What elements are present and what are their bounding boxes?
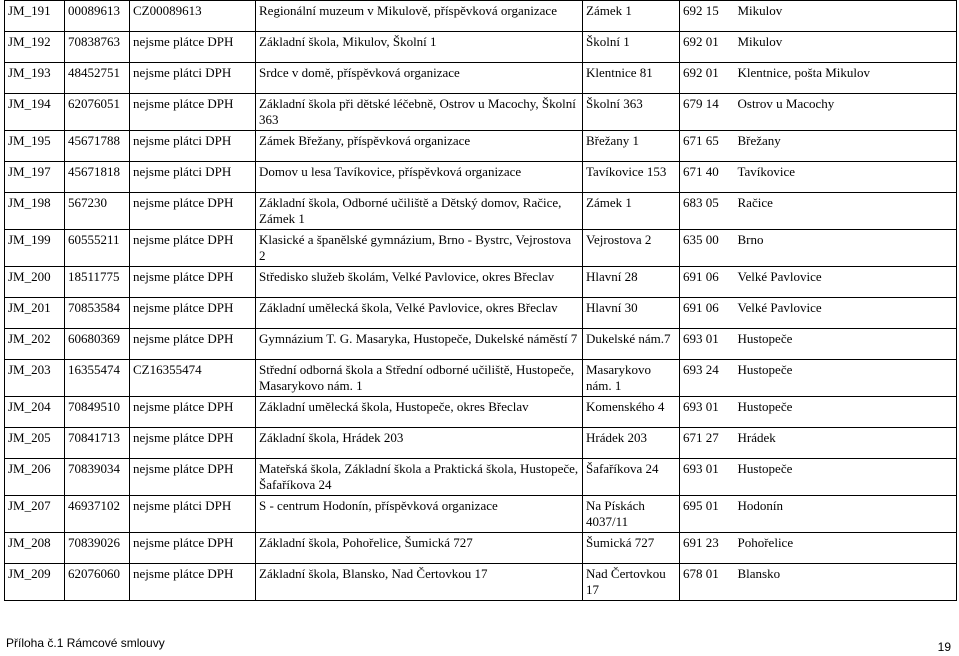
ico-cell: 18511775 (65, 267, 130, 298)
street-cell: Hlavní 28 (583, 267, 680, 298)
organization-name-cell: Základní umělecká škola, Velké Pavlovice, okres Břeclav (256, 298, 583, 329)
row-id: JM_202 (5, 329, 65, 360)
postal-code-cell: 671 65 (680, 131, 735, 162)
city-cell: Velké Pavlovice (735, 267, 957, 298)
ico-cell: 62076060 (65, 564, 130, 601)
postal-code-cell: 678 01 (680, 564, 735, 601)
row-id: JM_195 (5, 131, 65, 162)
organization-name-cell: Středisko služeb školám, Velké Pavlovice, okres Břeclav (256, 267, 583, 298)
street-cell: Na Pískách 4037/11 (583, 496, 680, 533)
row-id: JM_197 (5, 162, 65, 193)
city-cell: Ostrov u Macochy (735, 94, 957, 131)
organizations-table (4, 0, 957, 601)
city-cell: Tavíkovice (735, 162, 957, 193)
row-id: JM_199 (5, 230, 65, 267)
ico-cell: 62076051 (65, 94, 130, 131)
row-id: JM_200 (5, 267, 65, 298)
vat-status-cell: nejsme plátce DPH (130, 459, 256, 496)
postal-code-cell: 692 15 (680, 1, 735, 32)
postal-code-cell: 683 05 (680, 193, 735, 230)
organization-name-cell: Srdce v domě, příspěvková organizace (256, 63, 583, 94)
vat-status-cell: nejsme plátce DPH (130, 298, 256, 329)
row-id: JM_205 (5, 428, 65, 459)
table-row (5, 63, 957, 94)
street-cell: Školní 1 (583, 32, 680, 63)
row-id: JM_193 (5, 63, 65, 94)
city-cell: Hustopeče (735, 397, 957, 428)
postal-code-cell: 691 23 (680, 533, 735, 564)
street-cell: Hlavní 30 (583, 298, 680, 329)
street-cell: Hrádek 203 (583, 428, 680, 459)
ico-cell: 00089613 (65, 1, 130, 32)
city-cell: Blansko (735, 564, 957, 601)
vat-status-cell: nejsme plátci DPH (130, 162, 256, 193)
city-cell: Břežany (735, 131, 957, 162)
row-id: JM_206 (5, 459, 65, 496)
ico-cell: 70849510 (65, 397, 130, 428)
ico-cell: 70839026 (65, 533, 130, 564)
vat-status-cell: nejsme plátce DPH (130, 533, 256, 564)
organization-name-cell: Klasické a španělské gymnázium, Brno - Bystrc, Vejrostova 2 (256, 230, 583, 267)
ico-cell: 70838763 (65, 32, 130, 63)
city-cell: Hustopeče (735, 360, 957, 397)
street-cell: Zámek 1 (583, 1, 680, 32)
table-row (5, 162, 957, 193)
vat-status-cell: nejsme plátce DPH (130, 193, 256, 230)
ico-cell: 60680369 (65, 329, 130, 360)
organization-name-cell: Základní umělecká škola, Hustopeče, okres Břeclav (256, 397, 583, 428)
ico-cell: 45671788 (65, 131, 130, 162)
ico-cell: 45671818 (65, 162, 130, 193)
table-row (5, 193, 957, 230)
table-row (5, 298, 957, 329)
postal-code-cell: 671 40 (680, 162, 735, 193)
table-row (5, 1, 957, 32)
vat-status-cell: nejsme plátce DPH (130, 32, 256, 63)
vat-status-cell: nejsme plátci DPH (130, 63, 256, 94)
organization-name-cell: Gymnázium T. G. Masaryka, Hustopeče, Dukelské náměstí 7 (256, 329, 583, 360)
postal-code-cell: 671 27 (680, 428, 735, 459)
vat-status-cell: nejsme plátce DPH (130, 329, 256, 360)
row-id: JM_209 (5, 564, 65, 601)
vat-status-cell: nejsme plátce DPH (130, 428, 256, 459)
table-row (5, 32, 957, 63)
street-cell: Břežany 1 (583, 131, 680, 162)
organization-name-cell: Domov u lesa Tavíkovice, příspěvková organizace (256, 162, 583, 193)
organization-name-cell: Zámek Břežany, příspěvková organizace (256, 131, 583, 162)
postal-code-cell: 635 00 (680, 230, 735, 267)
city-cell: Račice (735, 193, 957, 230)
page-number: 19 (937, 640, 951, 654)
street-cell: Dukelské nám.7 (583, 329, 680, 360)
city-cell: Mikulov (735, 1, 957, 32)
vat-status-cell: CZ16355474 (130, 360, 256, 397)
row-id: JM_198 (5, 193, 65, 230)
vat-status-cell: CZ00089613 (130, 1, 256, 32)
organization-name-cell: Základní škola, Pohořelice, Šumická 727 (256, 533, 583, 564)
city-cell: Brno (735, 230, 957, 267)
postal-code-cell: 692 01 (680, 32, 735, 63)
table-row (5, 329, 957, 360)
row-id: JM_203 (5, 360, 65, 397)
vat-status-cell: nejsme plátce DPH (130, 94, 256, 131)
vat-status-cell: nejsme plátce DPH (130, 397, 256, 428)
city-cell: Velké Pavlovice (735, 298, 957, 329)
ico-cell: 48452751 (65, 63, 130, 94)
row-id: JM_192 (5, 32, 65, 63)
city-cell: Hustopeče (735, 329, 957, 360)
postal-code-cell: 693 01 (680, 397, 735, 428)
table-row (5, 131, 957, 162)
ico-cell: 70841713 (65, 428, 130, 459)
city-cell: Hodonín (735, 496, 957, 533)
row-id: JM_194 (5, 94, 65, 131)
organization-name-cell: Základní škola, Mikulov, Školní 1 (256, 32, 583, 63)
table-row (5, 397, 957, 428)
row-id: JM_191 (5, 1, 65, 32)
ico-cell: 46937102 (65, 496, 130, 533)
postal-code-cell: 692 01 (680, 63, 735, 94)
street-cell: Zámek 1 (583, 193, 680, 230)
organization-name-cell: S - centrum Hodonín, příspěvková organizace (256, 496, 583, 533)
organization-name-cell: Základní škola při dětské léčebně, Ostrov u Macochy, Školní 363 (256, 94, 583, 131)
table-row (5, 428, 957, 459)
postal-code-cell: 695 01 (680, 496, 735, 533)
street-cell: Vejrostova 2 (583, 230, 680, 267)
city-cell: Klentnice, pošta Mikulov (735, 63, 957, 94)
vat-status-cell: nejsme plátce DPH (130, 564, 256, 601)
vat-status-cell: nejsme plátce DPH (130, 230, 256, 267)
ico-cell: 70853584 (65, 298, 130, 329)
row-id: JM_207 (5, 496, 65, 533)
postal-code-cell: 693 24 (680, 360, 735, 397)
organization-name-cell: Mateřská škola, Základní škola a Praktická škola, Hustopeče, Šafaříkova 24 (256, 459, 583, 496)
table-row (5, 459, 957, 496)
postal-code-cell: 691 06 (680, 298, 735, 329)
organization-name-cell: Regionální muzeum v Mikulově, příspěvková organizace (256, 1, 583, 32)
city-cell: Mikulov (735, 32, 957, 63)
street-cell: Masarykovo nám. 1 (583, 360, 680, 397)
table-row (5, 564, 957, 601)
ico-cell: 16355474 (65, 360, 130, 397)
street-cell: Šafaříkova 24 (583, 459, 680, 496)
postal-code-cell: 693 01 (680, 459, 735, 496)
organization-name-cell: Základní škola, Odborné učiliště a Dětský domov, Račice, Zámek 1 (256, 193, 583, 230)
table-row (5, 533, 957, 564)
table-row (5, 94, 957, 131)
street-cell: Školní 363 (583, 94, 680, 131)
postal-code-cell: 691 06 (680, 267, 735, 298)
organization-name-cell: Základní škola, Hrádek 203 (256, 428, 583, 459)
city-cell: Pohořelice (735, 533, 957, 564)
city-cell: Hustopeče (735, 459, 957, 496)
footer-caption: Příloha č.1 Rámcové smlouvy (6, 636, 165, 650)
table-row (5, 267, 957, 298)
row-id: JM_204 (5, 397, 65, 428)
row-id: JM_208 (5, 533, 65, 564)
postal-code-cell: 679 14 (680, 94, 735, 131)
street-cell: Nad Čertovkou 17 (583, 564, 680, 601)
organization-name-cell: Střední odborná škola a Střední odborné učiliště, Hustopeče, Masarykovo nám. 1 (256, 360, 583, 397)
table-row (5, 360, 957, 397)
postal-code-cell: 693 01 (680, 329, 735, 360)
ico-cell: 70839034 (65, 459, 130, 496)
vat-status-cell: nejsme plátci DPH (130, 131, 256, 162)
street-cell: Tavíkovice 153 (583, 162, 680, 193)
table-row (5, 230, 957, 267)
street-cell: Komenského 4 (583, 397, 680, 428)
vat-status-cell: nejsme plátci DPH (130, 496, 256, 533)
street-cell: Klentnice 81 (583, 63, 680, 94)
ico-cell: 567230 (65, 193, 130, 230)
city-cell: Hrádek (735, 428, 957, 459)
row-id: JM_201 (5, 298, 65, 329)
organization-name-cell: Základní škola, Blansko, Nad Čertovkou 17 (256, 564, 583, 601)
ico-cell: 60555211 (65, 230, 130, 267)
vat-status-cell: nejsme plátce DPH (130, 267, 256, 298)
street-cell: Šumická 727 (583, 533, 680, 564)
table-row (5, 496, 957, 533)
